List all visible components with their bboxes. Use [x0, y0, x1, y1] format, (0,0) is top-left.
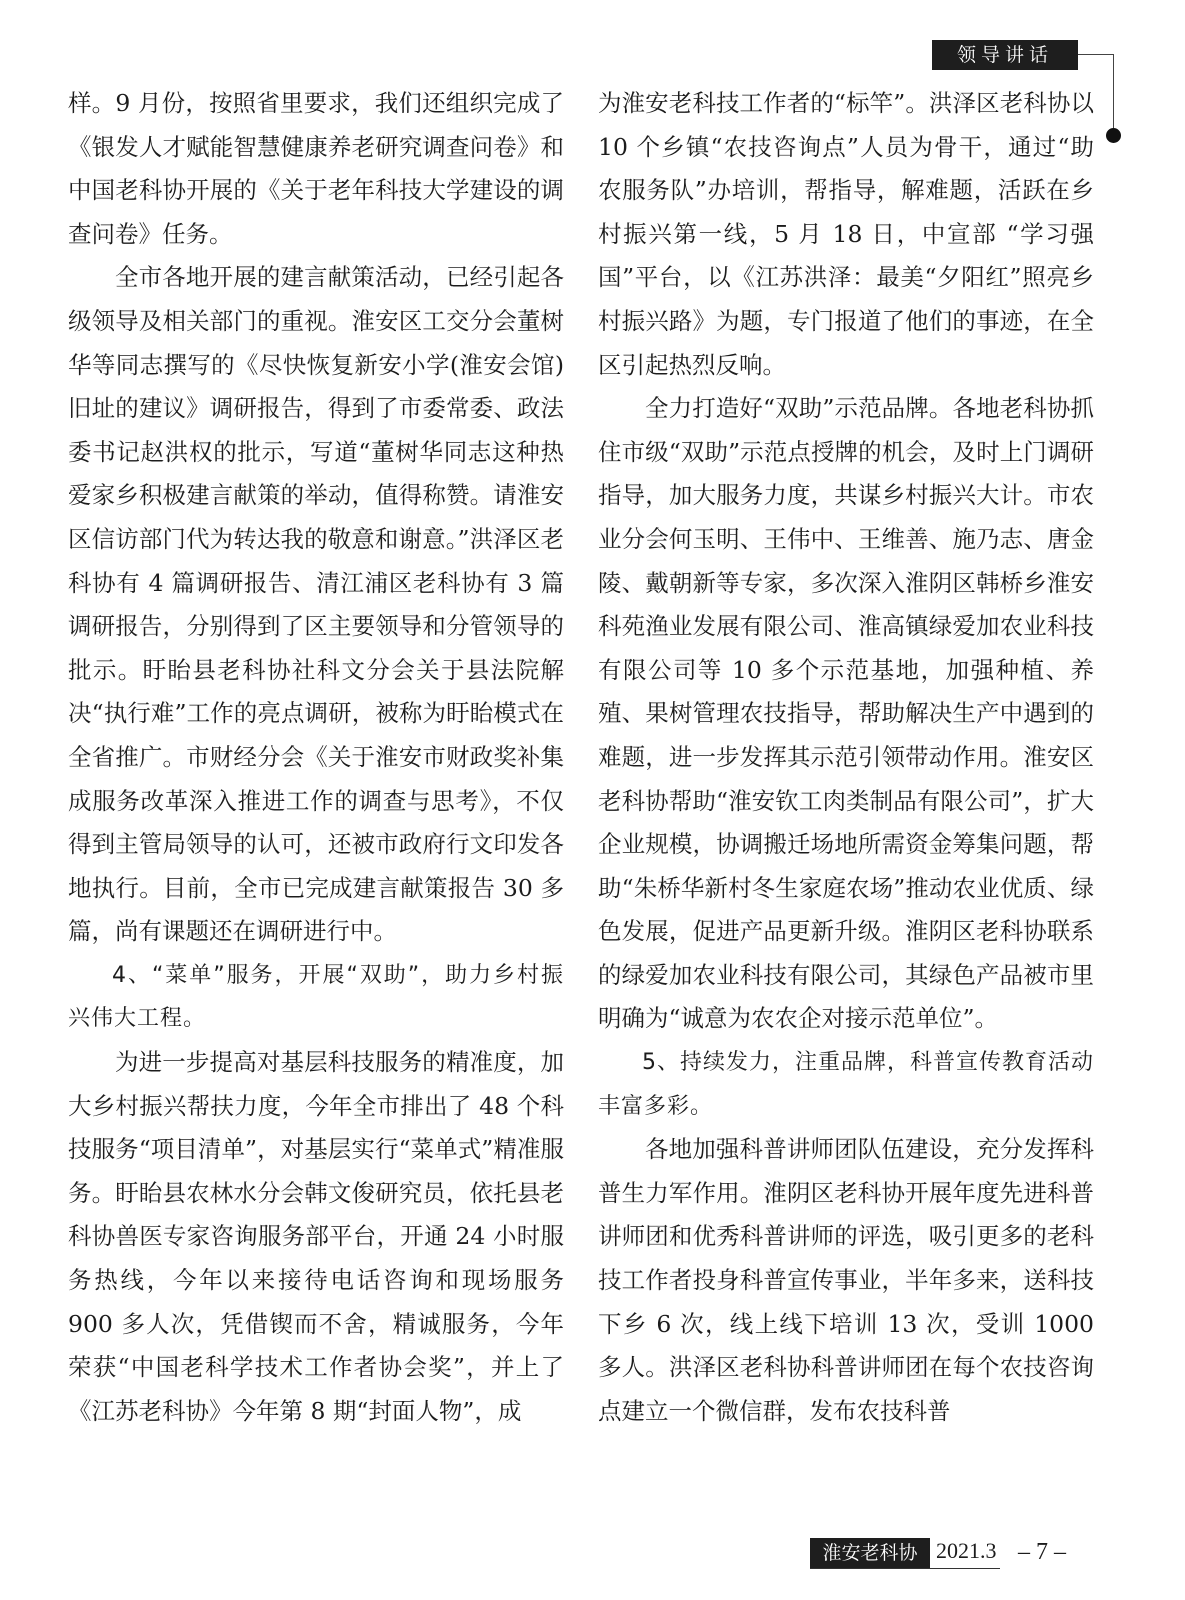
section-tag: 领导讲话	[932, 40, 1078, 70]
tag-vertical-line	[1113, 54, 1114, 132]
section-heading: 4、“菜单”服务，开展“双助”，助力乡村振兴伟大工程。	[68, 962, 564, 1032]
journal-name: 淮安老科协	[810, 1538, 930, 1568]
page-number: – 7 –	[1018, 1539, 1066, 1565]
footer-divider	[810, 1568, 1000, 1569]
paragraph: 为淮安老科技工作者的“标竿”。洪泽区老科协以 10 个乡镇“农技咨询点”人员为骨干，通过“助农服务队”办培训，帮指导，解难题，活跃在乡村振兴第一线，5 月 18 日，中宣部 “学习强国”平台，以《江苏洪泽：最美“夕阳红”照亮乡村振兴路》为题，专门报道了他们的事迹，在全区引起热烈反响。	[598, 89, 1094, 379]
left-column	[68, 82, 564, 1433]
section-heading: 5、持续发力，注重品牌，科普宣传教育活动丰富多彩。	[598, 1050, 1094, 1119]
issue-number: 2021.3	[936, 1538, 997, 1563]
paragraph: 全力打造好“双助”示范品牌。各地老科协抓住市级“双助”示范点授牌的机会，及时上门调研指导，加大服务力度，共谋乡村振兴大计。市农业分会何玉明、王伟中、王维善、施乃志、唐金陵、戴朝新等专家，多次深入淮阴区韩桥乡淮安科苑渔业发展有限公司、淮高镇绿爱加农业科技有限公司等 10 多个示范基地，加强种植、养殖、果树管理农技指导，帮助解决生产中遇到的难题，进一步发挥其示范引领带动作用。淮安区老科协帮助“淮安钦工肉类制品有限公司”，扩大企业规模，协调搬迁场地所需资金筹集问题，帮助“朱桥华新村冬生家庭农场”推动农业优质、绿色发展，促进产品更新升级。淮阴区老科协联系的绿爱加农业科技有限公司，其绿色产品被市里明确为“诚意为农农企对接示范单位”。	[598, 394, 1094, 1033]
tag-connector-line	[1078, 54, 1114, 55]
right-column	[598, 82, 1094, 1433]
bullet-dot-icon	[1106, 128, 1121, 143]
paragraph: 样。9 月份，按照省里要求，我们还组织完成了《银发人才赋能智慧健康养老研究调查问卷》和中国老科协开展的《关于老年科技大学建设的调查问卷》任务。	[68, 89, 564, 248]
paragraph: 为进一步提高对基层科技服务的精准度，加大乡村振兴帮扶力度，今年全市排出了 48 个科技服务“项目清单”，对基层实行“菜单式”精准服务。盱眙县农林水分会韩文俊研究员，依托县老科协兽医专家咨询服务部平台，开通 24 小时服务热线，今年以来接待电话咨询和现场服务 900 多人次，凭借锲而不舍，精诚服务，今年荣获“中国老科学技术工作者协会奖”，并上了《江苏老科协》今年第 8 期“封面人物”，成	[68, 1048, 564, 1425]
paragraph: 全市各地开展的建言献策活动，已经引起各级领导及相关部门的重视。淮安区工交分会董树华等同志撰写的《尽快恢复新安小学(淮安会馆)旧址的建议》调研报告，得到了市委常委、政法委书记赵洪权的批示，写道“董树华同志这种热爱家乡积极建言献策的举动，值得称赞。请淮安区信访部门代为转达我的敬意和谢意。”洪泽区老科协有 4 篇调研报告、清江浦区老科协有 3 篇调研报告，分别得到了区主要领导和分管领导的批示。盱眙县老科协社科文分会关于县法院解决“执行难”工作的亮点调研，被称为盱眙模式在全省推广。市财经分会《关于淮安市财政奖补集成服务改革深入推进工作的调查与思考》，不仅得到主管局领导的认可，还被市政府行文印发各地执行。目前，全市已完成建言献策报告 30 多篇，尚有课题还在调研进行中。	[68, 263, 564, 946]
paragraph: 各地加强科普讲师团队伍建设，充分发挥科普生力军作用。淮阴区老科协开展年度先进科普讲师团和优秀科普讲师的评选，吸引更多的老科技工作者投身科普宣传事业，半年多来，送科技下乡 6 次，线上线下培训 13 次，受训 1000 多人。洪泽区老科协科普讲师团在每个农技咨询点建立一个微信群，发布农技科普	[598, 1135, 1094, 1425]
